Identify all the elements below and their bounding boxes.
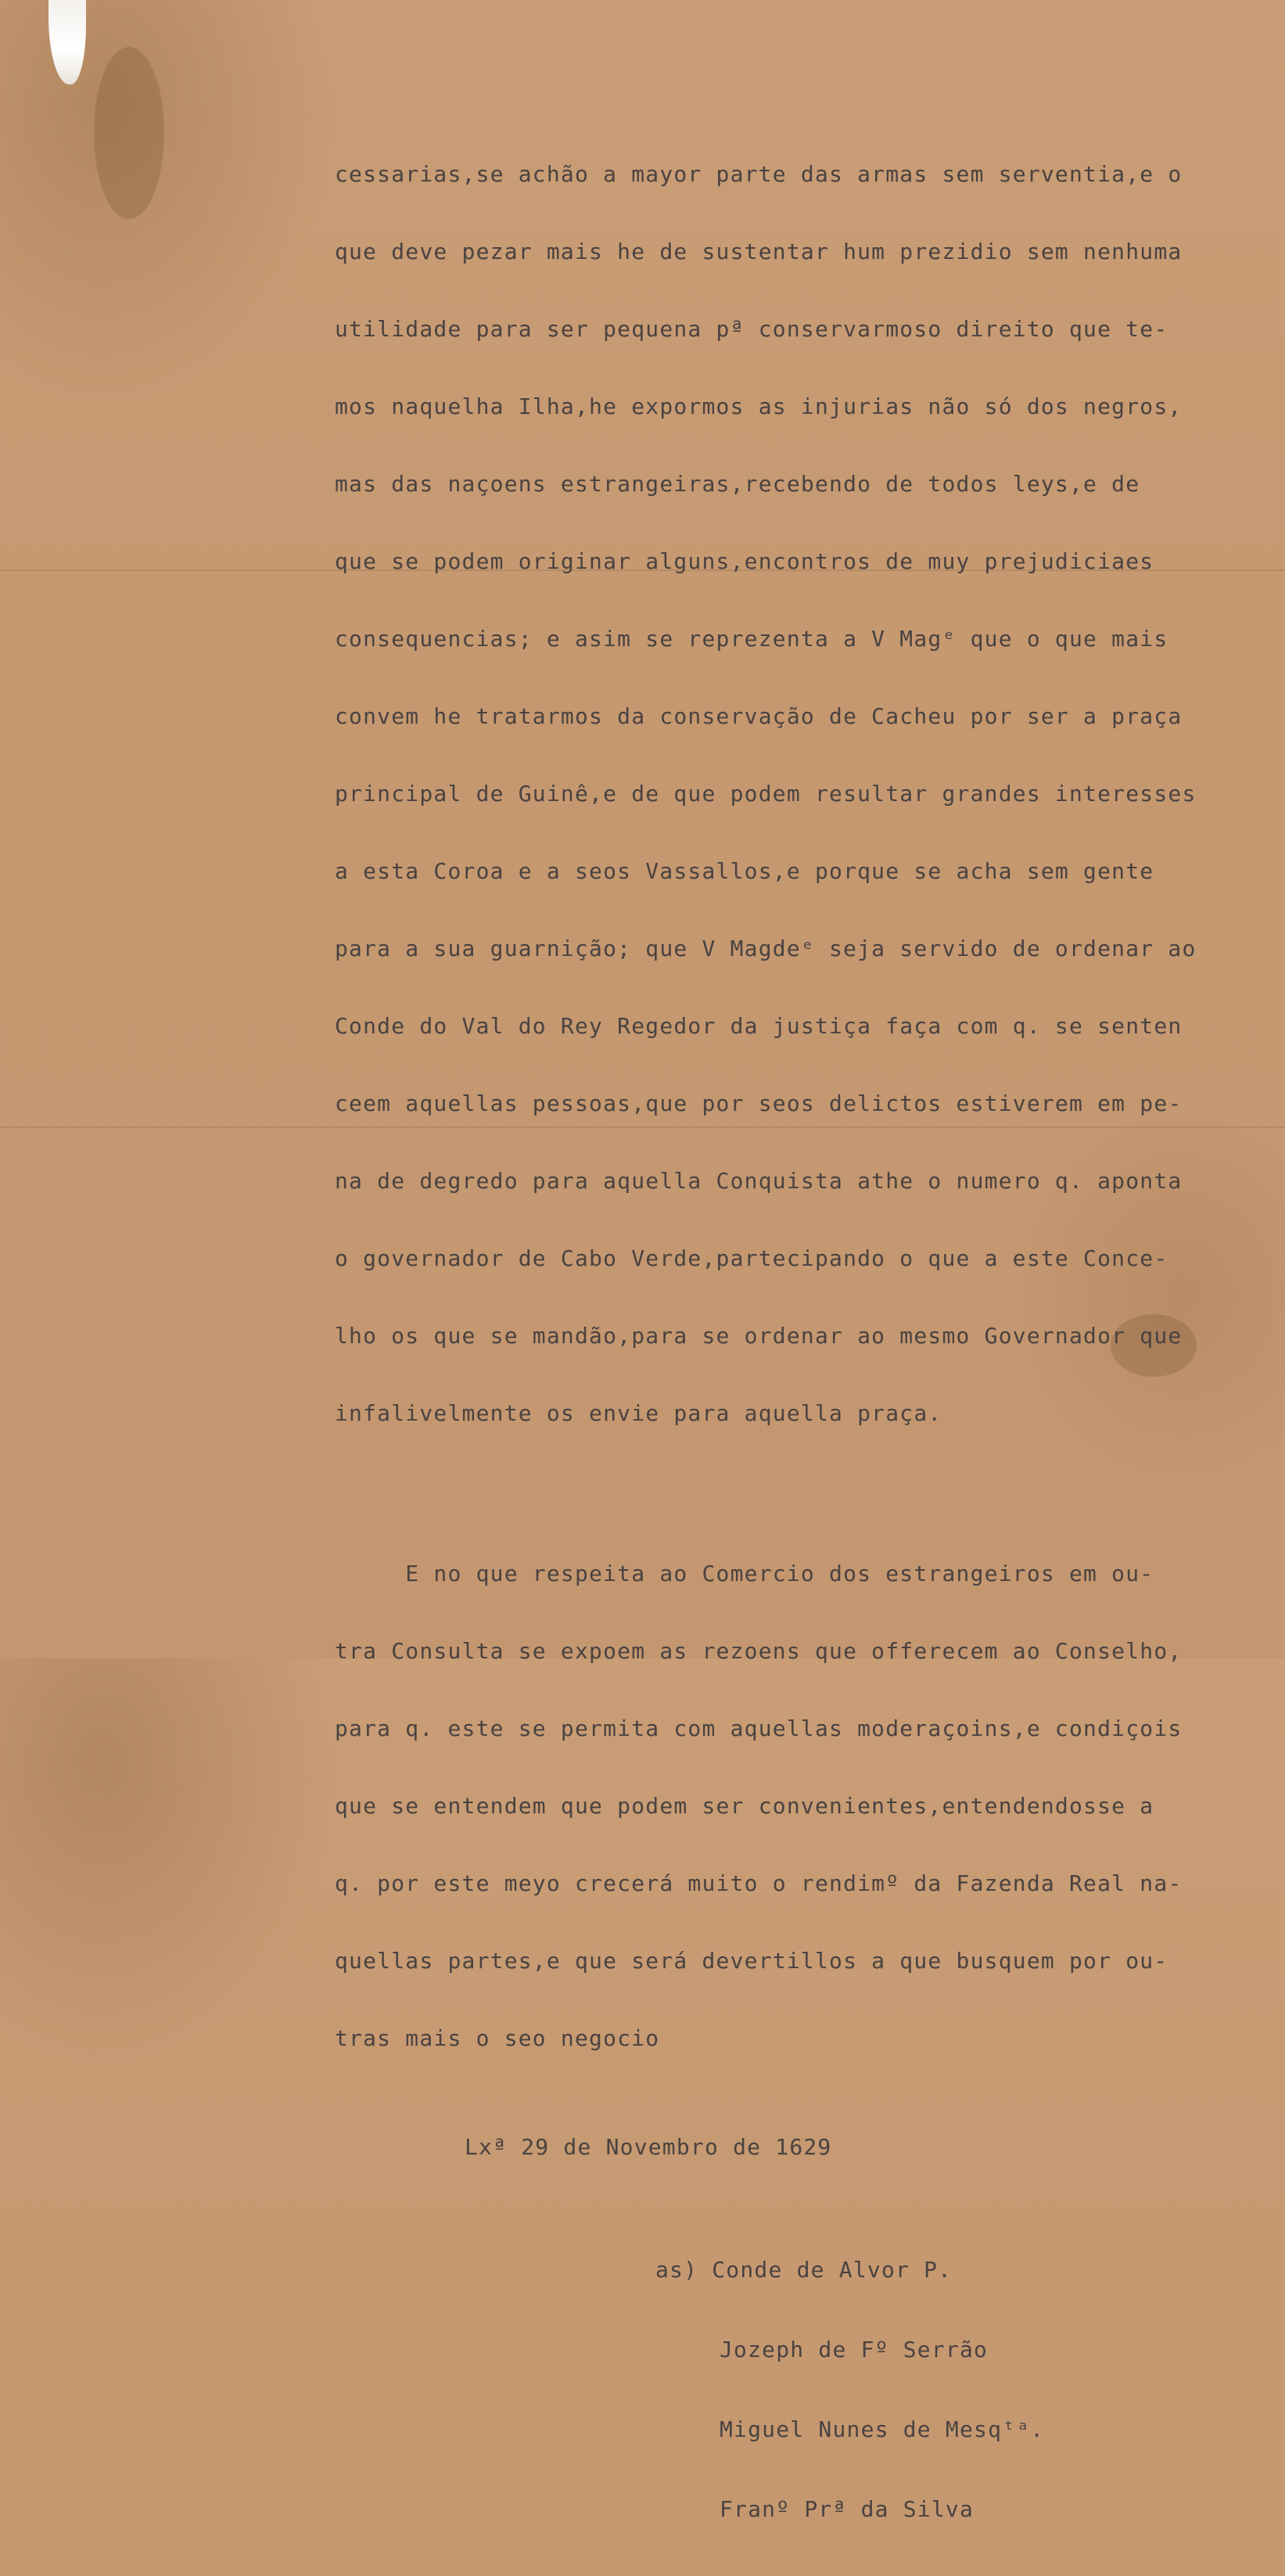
text-line: q. por este meyo crecerá muito o rendimº da Fazenda Real na- (335, 1870, 1183, 1896)
paragraph-2 (335, 1509, 1273, 2103)
text-line: para a sua guarnição; que V Magdeᵉ seja servido de ordenar ao (335, 936, 1197, 961)
paper-stain (94, 47, 164, 219)
text-line: infalivelmente os envie para aquella praça. (335, 1400, 942, 1426)
signature-block (655, 2205, 1273, 2576)
text-line: utilidade para ser pequena pª conservarmoso direito que te- (335, 316, 1168, 342)
text-line: tra Consulta se expoem as rezoens que offerecem ao Conselho, (335, 1638, 1183, 1664)
text-line: tras mais o seo negocio (335, 2025, 660, 2051)
text-line: ceem aquellas pessoas,que por seos delictos estiverem em pe- (335, 1090, 1183, 1116)
text-line: que se entendem que podem ser convenientes,entendendosse a (335, 1793, 1154, 1819)
text-line: para q. este se permita com aquellas moderaçoins,e condiçois (335, 1716, 1183, 1741)
signatory-name: Conde de Alvor P. (712, 2257, 953, 2283)
text-line: na de degredo para aquella Conquista athe o numero q. aponta (335, 1168, 1183, 1194)
date-line: Lxª 29 de Novembro de 1629 (465, 2134, 832, 2160)
text-line: que se podem originar alguns,encontros de muy prejudiciaes (335, 548, 1154, 574)
torn-corner (48, 0, 86, 84)
signatory-name: Jozeph de Fº Serrão (720, 2337, 989, 2362)
text-line: Conde do Val do Rey Regedor da justiça faça com q. se senten (335, 1013, 1183, 1039)
text-line: consequencias; e asim se reprezenta a V Magᵉ que o que mais (335, 626, 1168, 652)
signatory-name: Franº Prª da Silva (720, 2496, 975, 2522)
text-line: convem he tratarmos da conservação de Cacheu por ser a praça (335, 703, 1183, 729)
text-line: mos naquelha Ilha,he expormos as injurias não só dos negros, (335, 393, 1183, 419)
text-line: a esta Coroa e a seos Vassallos,e porque se acha sem gente (335, 858, 1154, 884)
text-line: E no que respeita ao Comercio dos estrangeiros em ou- (335, 1561, 1154, 1586)
typed-letter (335, 110, 1273, 2576)
text-line: principal de Guinê,e de que podem resultar grandes interesses (335, 781, 1197, 807)
paragraph-1 (335, 110, 1273, 1478)
text-line: cessarias,se achão a mayor parte das armas sem serventia,e o (335, 161, 1183, 187)
text-line: o governador de Cabo Verde,partecipando o que a este Conce- (335, 1245, 1168, 1271)
signature-prefix: as) (655, 2257, 698, 2283)
signatory-name: Miguel Nunes de Mesqᵗᵃ. (720, 2416, 1045, 2442)
text-line: quellas partes,e que será devertillos a que busquem por ou- (335, 1948, 1168, 1974)
text-line: que deve pezar mais he de sustentar hum prezidio sem nenhuma (335, 239, 1183, 264)
text-line: mas das naçoens estrangeiras,recebendo de todos leys,e de (335, 471, 1140, 497)
text-line: lho os que se mandão,para se ordenar ao mesmo Governador que (335, 1323, 1183, 1349)
signature-line (655, 2257, 1273, 2285)
